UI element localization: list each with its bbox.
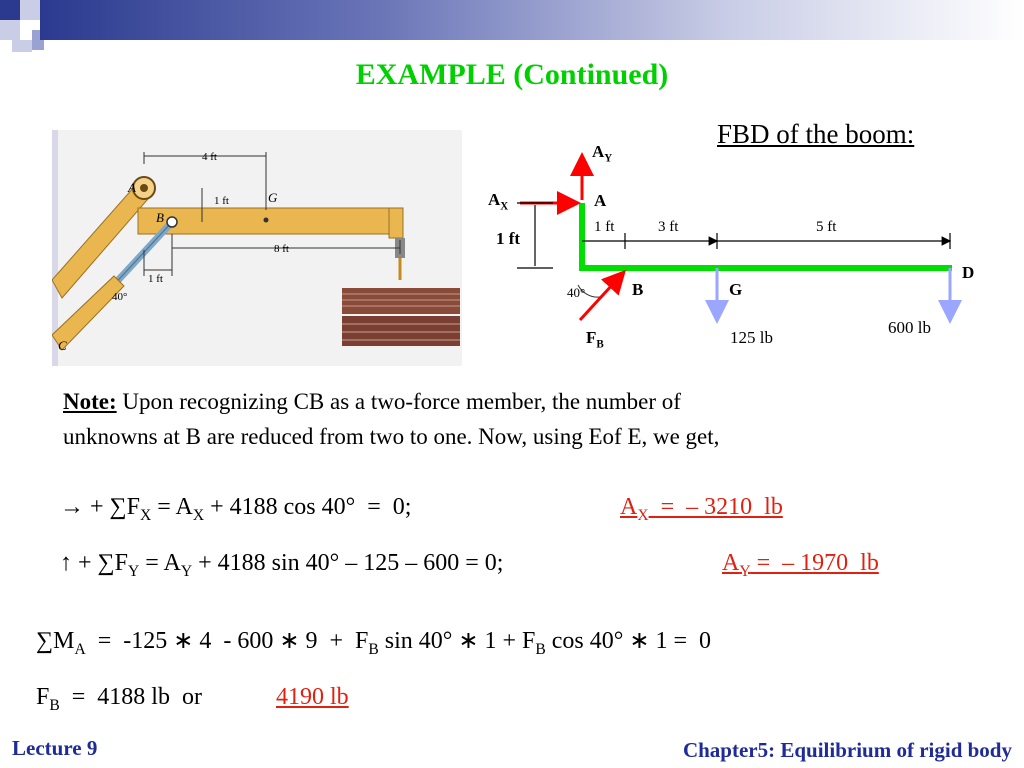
dim-1ft-horizontal: 1 ft <box>148 273 163 285</box>
fbd-label-a: A <box>594 191 607 210</box>
fbd-dim-1ft-vertical: 1 ft <box>496 229 521 248</box>
fbd-dim-3ft: 3 ft <box>658 219 679 235</box>
footer-lecture: Lecture 9 <box>12 736 98 760</box>
fbd-dim-5ft: 5 ft <box>816 219 837 235</box>
dim-1ft-vertical: 1 ft <box>214 195 229 207</box>
slide-title: EXAMPLE (Continued) <box>355 58 669 91</box>
result-ax: $A_X$ = – 3210 lb <box>620 494 783 524</box>
fbd-label-d: D <box>962 263 975 282</box>
result-ay: $A_Y$ = – 1970 lb <box>722 550 879 580</box>
fbd-label-ay: $A_Y$ <box>592 142 613 165</box>
fbd-label-fb: $F_B$ <box>586 328 604 351</box>
fbd-title: FBD of the boom: <box>717 119 915 149</box>
header-gradient-bar <box>40 0 1024 40</box>
equation-fb: $F_B = 4188$ lb or <box>36 684 202 714</box>
fbd-angle-40: 40° <box>567 285 586 300</box>
dim-8ft: 8 ft <box>274 243 289 255</box>
fb-arrow <box>580 272 624 320</box>
equation-sum-ma: $\sum M_A = -125$ ∗ 4 - 600 ∗ $9 + F_B$ sin 40° ∗ $1 + F_B$ cos 40° ∗ 1 = 0 <box>36 628 711 658</box>
label-a: A <box>128 180 136 195</box>
label-b: B <box>156 210 164 225</box>
fbd-label-ax: $A_X$ <box>488 190 509 213</box>
fbd-label-g: G <box>729 280 743 299</box>
equation-sum-fy: ↑ + $\sum F_Y = A_Y + 4188$ sin 40° – 125 – 600 = 0; <box>60 550 504 580</box>
label-g: G <box>268 190 278 205</box>
label-c: C <box>58 338 67 353</box>
note-line-1: Note: Upon recognizing CB as a two-force member, the number of <box>63 389 681 414</box>
boom-illustration <box>52 130 462 366</box>
fbd-load-600: 600 lb <box>888 318 931 337</box>
note-label: Note: <box>63 389 117 414</box>
note-line-2: unknowns at B are reduced from two to one. Now, using Eof E, we get, <box>63 424 720 449</box>
angle-40: 40° <box>112 291 128 303</box>
fbd-dim-1ft: 1 ft <box>594 219 615 235</box>
fbd-label-b: B <box>632 280 644 299</box>
fbd-load-125: 125 lb <box>730 328 773 347</box>
footer-chapter: Chapter5: Equilibrium of rigid body <box>682 738 1012 762</box>
dim-4ft: 4 ft <box>202 151 217 163</box>
result-fb: 4190 lb <box>276 684 349 710</box>
equation-sum-fx: → + $\sum F_X = A_X + 4188$ cos 40° = 0; <box>60 494 412 524</box>
